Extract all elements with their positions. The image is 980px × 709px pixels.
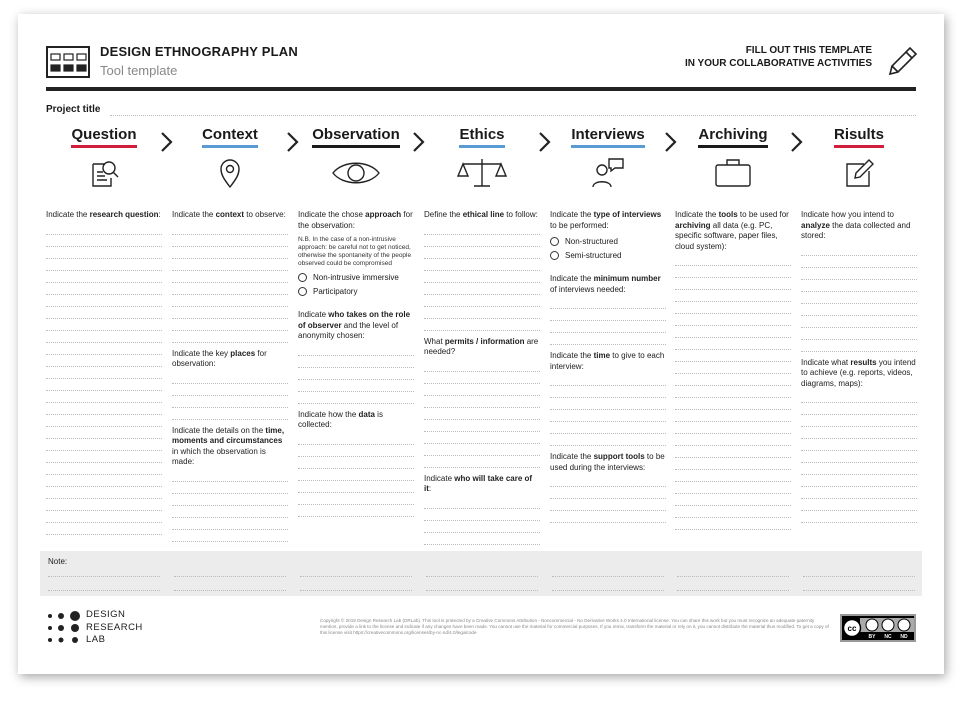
person-speech-icon (550, 152, 666, 210)
column-observation (298, 126, 414, 517)
answer-lines-support[interactable] (550, 475, 666, 523)
radio-button[interactable] (550, 251, 559, 260)
drl-line-2: RESEARCH (86, 621, 143, 633)
pencil-icon (886, 44, 918, 83)
prompt-archiving-tools: Indicate the tools to be used for archiving all data (e.g. PC, specific software, paper files, cloud system): (675, 210, 789, 251)
phase-title-question: Question (46, 126, 162, 152)
drl-line-3: LAB (86, 634, 106, 645)
cc-nd-label: ND (900, 634, 908, 640)
prompt-data-collection: Indicate how the data is collected: (298, 409, 383, 429)
column-context (172, 126, 288, 566)
note-line[interactable] (48, 589, 160, 591)
page-subtitle: Tool template (100, 63, 178, 78)
template-sheet (18, 14, 944, 674)
prompt-research-question: Indicate the research question: (46, 210, 161, 219)
column-question (46, 126, 162, 535)
phase-title-context: Context (172, 126, 288, 152)
answer-lines-data[interactable] (298, 433, 414, 517)
drl-line-1: DESIGN (86, 609, 126, 620)
answer-lines-interview-time[interactable] (550, 374, 666, 446)
location-pin-icon (172, 152, 288, 210)
nb-note: N.B. In the case of a non-intrusive approach: be careful not to get noticed, otherwise the spontaneity of the people observed could be compromised (298, 236, 412, 267)
answer-lines-ethical[interactable] (424, 223, 540, 331)
note-line[interactable] (426, 589, 538, 591)
option-semi-structured[interactable]: Semi-structured (550, 251, 666, 260)
answer-lines-results[interactable] (801, 391, 917, 523)
document-search-icon (46, 152, 162, 210)
answer-lines-who[interactable] (424, 497, 540, 545)
prompt-permits: What permits / information are needed? (424, 336, 539, 356)
note-line[interactable] (48, 575, 160, 577)
note-line[interactable] (677, 575, 789, 577)
note-label: Note: (48, 557, 68, 566)
option-non-intrusive[interactable]: Non-intrusive immersive (298, 273, 414, 282)
phase-title-risults: Risults (801, 126, 917, 152)
prompt-places: Indicate the key places for observation: (172, 348, 267, 368)
edit-icon (801, 152, 917, 210)
column-archiving (675, 126, 791, 530)
prompt-ethical-line: Define the ethical line to follow: (424, 210, 538, 219)
note-line[interactable] (552, 589, 664, 591)
fill-out-instruction (685, 44, 872, 70)
prompt-who-takes-care: Indicate who will take care of it: (424, 473, 533, 493)
note-area[interactable] (40, 551, 922, 596)
note-line[interactable] (174, 575, 286, 577)
answer-lines-observer[interactable] (298, 344, 414, 404)
answer-lines-analyze[interactable] (801, 244, 917, 352)
note-line[interactable] (552, 575, 664, 577)
column-ethics (424, 126, 540, 545)
option-participatory[interactable]: Participatory (298, 287, 414, 296)
radio-button[interactable] (298, 273, 307, 282)
prompt-analyze: Indicate how you intend to analyze the data collected and stored: (801, 210, 911, 240)
prompt-context: Indicate the context to observe: (172, 210, 286, 219)
cc-nc-label: NC (884, 634, 892, 640)
answer-lines-question[interactable] (46, 223, 162, 535)
answer-lines-number[interactable] (550, 297, 666, 345)
note-line[interactable] (426, 575, 538, 577)
column-risults (801, 126, 917, 523)
cc-license-badge (840, 614, 916, 642)
phase-title-interviews: Interviews (550, 126, 666, 152)
prompt-results: Indicate what results you intend to achieve (e.g. reports, videos, diagrams, maps): (801, 357, 916, 388)
answer-lines-permits[interactable] (424, 360, 540, 468)
note-line[interactable] (300, 575, 412, 577)
briefcase-icon (675, 152, 791, 210)
prompt-interview-time: Indicate the time to give to each interview: (550, 351, 665, 371)
template-logo-icon (46, 46, 90, 78)
radio-button[interactable] (298, 287, 307, 296)
cc-by-label: BY (868, 634, 876, 640)
header-divider (46, 87, 916, 91)
phase-title-observation: Observation (298, 126, 414, 152)
project-title-field[interactable] (110, 115, 916, 116)
phase-title-archiving: Archiving (675, 126, 791, 152)
drl-logo-icon (46, 610, 84, 651)
phase-title-ethics: Ethics (424, 126, 540, 152)
fill-line-2: IN YOUR COLLABORATIVE ACTIVITIES (684, 58, 872, 69)
radio-button[interactable] (550, 237, 559, 246)
note-line[interactable] (174, 589, 286, 591)
option-non-structured[interactable]: Non-structured (550, 237, 666, 246)
answer-lines-context[interactable] (172, 223, 288, 343)
prompt-observer-role: Indicate who takes on the role of observer and the level of anonymity chosen: (298, 310, 411, 340)
prompt-support-tools: Indicate the support tools to be used during the interviews: (550, 452, 665, 472)
note-line[interactable] (803, 589, 915, 591)
prompt-minimum-number: Indicate the minimum number of interviews needed: (550, 274, 661, 294)
note-line[interactable] (803, 575, 915, 577)
page-title: DESIGN ETHNOGRAPHY PLAN (100, 44, 298, 59)
prompt-interview-type: Indicate the type of interviews to be performed: (550, 210, 662, 230)
answer-lines-places[interactable] (172, 372, 288, 420)
drl-wordmark (86, 609, 143, 647)
column-interviews (550, 126, 666, 523)
project-title-label: Project title (46, 104, 101, 115)
prompt-time-moments: Indicate the details on the time, moments and circumstances in which the observation is made: (172, 425, 285, 466)
eye-icon (298, 152, 414, 210)
copyright-text: Copyright © 2019 Design Research Lab (DRLab). This tool is protected by a Creative Commons Attribution - Noncommercial - No Derivative Works 4.0 International license. You can share this work but you must recognize an adequate paternity mention, provide a link to the license and indicate if any changes have been made. You cannot use the material for commercial purposes. If you remix, transform the material or rely on it, you cannot distribute the material thus modified. To get a copy of this license visit https://creativecommons.org/licenses/by-nc-nd/4.0/legalcode (320, 618, 829, 635)
svg-text:cc: cc (847, 624, 857, 633)
prompt-approach: Indicate the chose approach for the observation: (298, 210, 413, 230)
note-line[interactable] (677, 589, 789, 591)
answer-lines-archiving[interactable] (675, 254, 791, 530)
note-line[interactable] (300, 589, 412, 591)
scales-icon (424, 152, 540, 210)
fill-line-1: FILL OUT THIS TEMPLATE (745, 45, 872, 56)
